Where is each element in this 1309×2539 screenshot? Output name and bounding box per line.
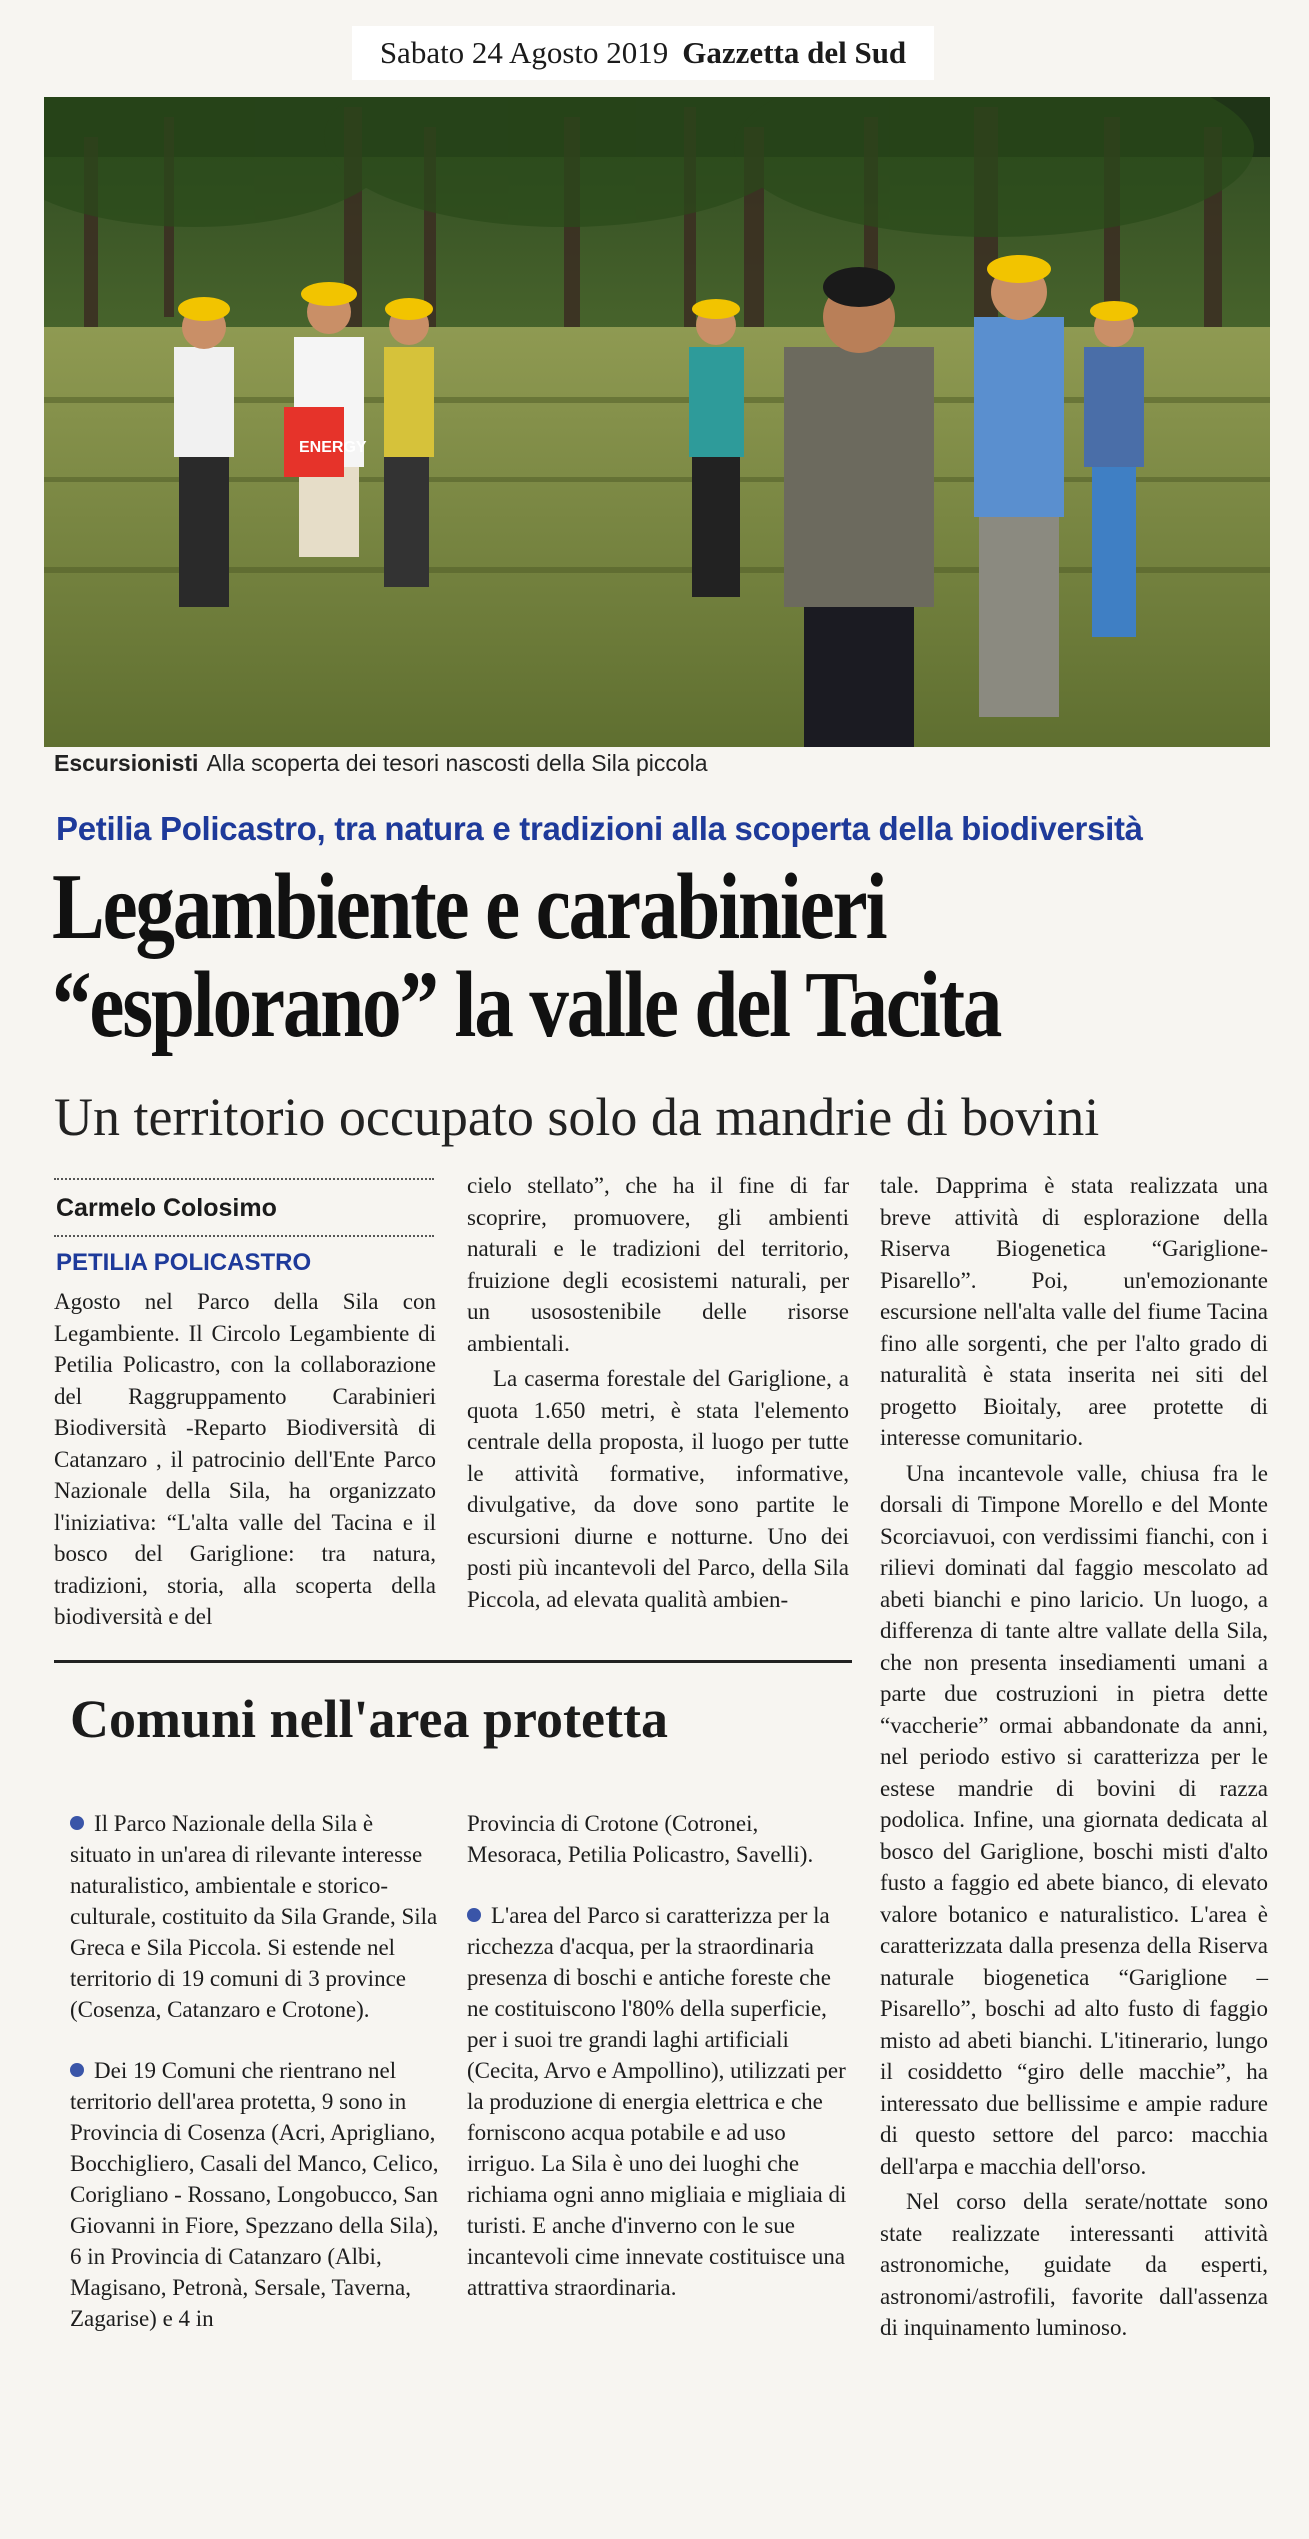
article-headline: [52, 855, 1085, 1057]
article-photo: [44, 97, 1270, 747]
headline-line-1: Legambiente e carabinieri: [52, 855, 886, 959]
headline-line-2: “esplorano” la valle del Tacita: [52, 953, 1001, 1057]
box-paragraph-text: Il Parco Nazionale della Sila è situato in un'area di rilevante interesse naturalistico, ambientale e storico-culturale, costituito da Sila Grande, Sila Greca e Sila Piccola. Si estende nel territorio di 19 comuni di 3 province (Cosenza, Catanzaro e Crotone).: [70, 1811, 438, 2022]
article-paragraph: Una incantevole valle, chiusa fra le dorsali di Timpone Morello e del Monte Scorciavuoi, con verdissimi fianchi, con i rilievi dominati dal faggio mescolato ad abeti bianchi e pino laricio. Un luogo, a differenza di tante altre vallate della Sila, che non presenta insediamenti umani a parte due costruzioni in pietra dette “vaccherie” ormai abbandonate da anni, nel periodo estivo si caratterizza per le estese mandrie di bovini di razza podolica. Infine, una giornata dedicata al bosco del Gariglione, boschi misti d'alto fusto a faggio ed abete bianco, di elevato valore botanico e naturalistico. L'area è caratterizzata dalla presenza della Riserva naturale biogenetica “Gariglione – Pisarello”, boschi ad alto fusto di faggio misto ad abeti bianchi. L'itinerario, lungo il cosiddetto “giro delle macchie”, ha interessato due bellissime e ampie radure di questo settore del parco: macchia dell'arpa e macchia dell'orso.: [880, 1460, 1268, 2179]
box-paragraph: [467, 1808, 847, 1870]
article-paragraph: Agosto nel Parco della Sila con Legambiente. Il Circolo Legambiente di Petilia Policastro, con la collaborazione del Raggruppamento Carabinieri Biodiversità -Reparto Biodiversità di Catanzaro , il patrocinio dell'Ente Parco Nazionale della Sila, ha organizzato l'iniziativa: “L'alta valle del Tacina e il bosco del Gariglione: tra natura, tradizioni, storia, alla scoperta della biodiversità e del: [54, 1289, 436, 1629]
byline-author: Carmelo Colosimo: [56, 1194, 277, 1222]
article-paragraph: La caserma forestale del Gariglione, a quota 1.650 metri, è stata l'elemento centrale della proposta, il luogo per tutte le attività formative, informative, divulgative, da dove sono partite le escursioni diurne e notturne. Uno dei posti più incantevoli del Parco, della Sila Piccola, ad elevata qualità ambien-: [467, 1366, 849, 1612]
article-paragraph: cielo stellato”, che ha il fine di far scoprire, promuovere, gli ambienti naturali e le tradizioni del territorio, fruizione degli ecosistemi naturali, per un usosostenibile delle risorse ambientali.: [467, 1173, 849, 1356]
box-paragraph-text: Dei 19 Comuni che rientrano nel territorio dell'area protetta, 9 sono in Provincia di Cosenza (Acri, Aprigliano, Bocchigliero, Casali del Manco, Celico, Corigliano - Rossano, Longobucco, San Giovanni in Fiore, Spezzano della Sila), 6 in Provincia di Catanzaro (Albi, Magisano, Petronà, Sersale, Taverna, Zagarise) e 4 in: [70, 2058, 439, 2331]
article-paragraph: Nel corso della serate/nottate sono state realizzate interessanti attività astronomiche, guidate da esperti, astronomi/astrofili, favorite dall'assenza di inquinamento luminoso.: [880, 2189, 1268, 2340]
article-column-1: [54, 1286, 436, 1633]
caption-text: Alla scoperta dei tesori nascosti della Sila piccola: [206, 750, 708, 776]
bag-logo-text: ENERGY: [299, 439, 367, 456]
bullet-dot-icon: [467, 1908, 481, 1922]
bullet-dot-icon: [70, 1816, 84, 1830]
caption-label: Escursionisti: [54, 750, 199, 776]
box-top-rule: [54, 1660, 852, 1663]
box-paragraph: [467, 1900, 847, 2303]
sidebar-box-column-1: [70, 1808, 440, 2364]
box-paragraph: [70, 2055, 440, 2334]
sidebar-box-title: Comuni nell'area protetta: [70, 1689, 668, 1749]
article-column-2: [467, 1170, 849, 1615]
photo-caption: [54, 750, 1254, 777]
masthead: [352, 26, 934, 80]
box-paragraph-text: L'area del Parco si caratterizza per la ricchezza d'acqua, per la straordinaria presenza di boschi e antiche foreste che ne costituiscono l'80% della superficie, per i suoi tre grandi laghi artificiali (Cecita, Arvo e Ampollino), utilizzati per la produzione di energia elettrica e che forniscono acqua potabile e ad uso irriguo. La Sila è uno dei luoghi che richiama ogni anno migliaia e migliaia di turisti. E anche d'inverno con le sue incantevoli cime innevate costituisce una attrattiva straordinaria.: [467, 1903, 847, 2300]
masthead-paper-name: Gazzetta del Sud: [682, 35, 907, 70]
masthead-date: Sabato 24 Agosto 2019: [379, 35, 669, 70]
sidebar-box-column-2: [467, 1808, 847, 2333]
article-subheadline: Un territorio occupato solo da mandrie di bovini: [54, 1087, 1100, 1147]
box-paragraph-text: Provincia di Crotone (Cotronei, Mesoraca, Petilia Policastro, Savelli).: [467, 1811, 814, 1867]
hikers-in-forest-illustration: [44, 97, 1270, 747]
byline: [54, 1178, 434, 1277]
box-paragraph: [70, 1808, 440, 2025]
bullet-dot-icon: [70, 2063, 84, 2077]
byline-dateline: PETILIA POLICASTRO: [56, 1249, 312, 1276]
article-paragraph: tale. Dapprima è stata realizzata una breve attività di esplorazione della Riserva Biogenetica “Gariglione-Pisarello”. Poi, un'emozionante escursione nell'alta valle del fiume Tacina fino alle sorgenti, che per l'alto grado di naturalità è stata inserita nei siti del progetto Bioitaly, aree protette di interesse comunitario.: [880, 1173, 1268, 1450]
article-kicker: Petilia Policastro, tra natura e tradizioni alla scoperta della biodiversità: [56, 810, 1143, 847]
article-column-3: [880, 1170, 1268, 2344]
